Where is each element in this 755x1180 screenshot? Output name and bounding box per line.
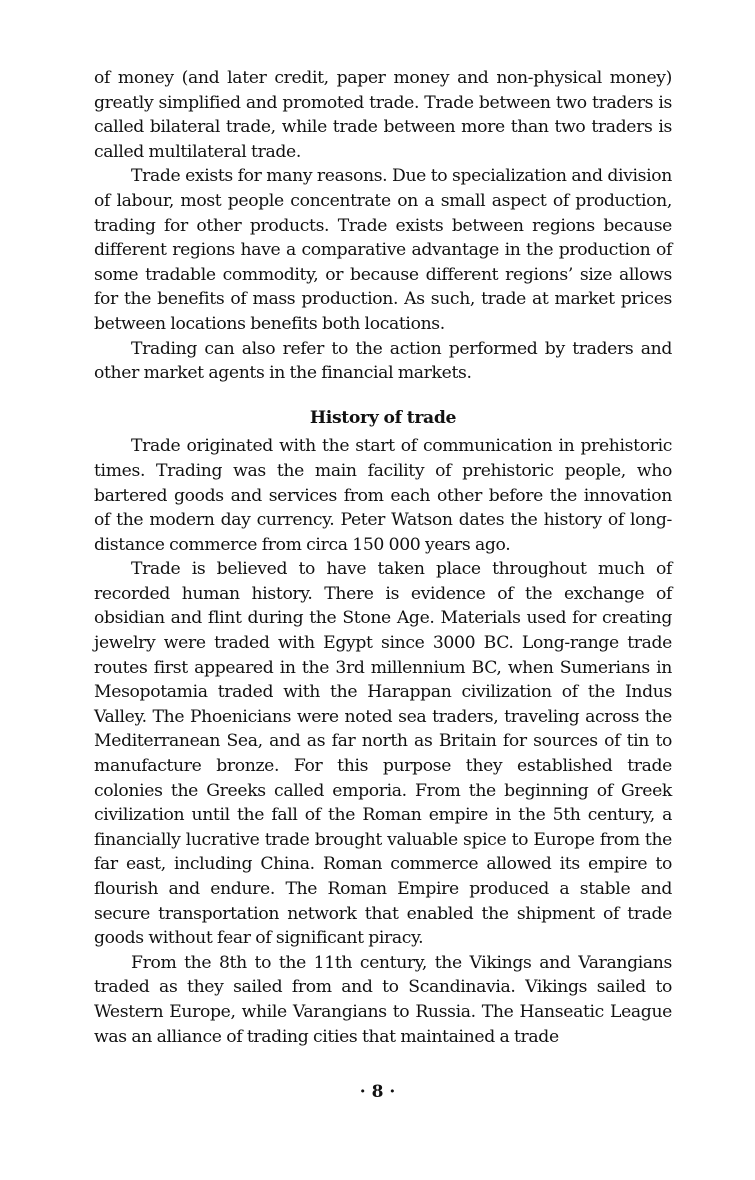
paragraph-reasons-for-trade: Trade exists for many reasons. Due to specialization and division of labour, most people concentrate on a small aspect of production, trading for other products. Trade exists between regions because different regions have a comparative advantage in the production of some tradable commodity, or because different regions’ size allows for the benefits of mass production. As such, trade at market prices between locations benefits both locations. [94,166,672,334]
page-body [94,66,672,1049]
paragraph-recorded-history: Trade is believed to have taken place throughout much of recorded human history. There is evidence of the exchange of obsidian and flint during the Stone Age. Materials used for creating jewelry were traded with Egypt since 3000 BC. Long-range trade routes first appeared in the 3rd millennium BC, when Sumerians in Mesopotamia traded with the Harappan civilization of the Indus Valley. The Phoenicians were noted sea traders, traveling across the Mediterranean Sea, and as far north as Britain for sources of tin to manufacture bronze. For this purpose they established trade colonies the Greeks called emporia. From the beginning of Greek civilization until the fall of the Roman empire in the 5th century, a financially lucrative trade brought valuable spice to Europe from the far east, including China. Roman commerce allowed its empire to flourish and endure. The Roman Empire produced a stable and secure transportation network that enabled the shipment of trade goods without fear of significant piracy. [94,559,672,949]
page-number: · 8 · [359,1082,396,1102]
paragraph-vikings: From the 8th to the 11th century, the Vikings and Varangians traded as they sailed from and to Scandinavia. Vikings sailed to Western Europe, while Varangians to Russia. The Hanseatic League was an alliance of trading cities that maintained a trade [94,952,672,1047]
paragraph-continued: of money (and later credit, paper money and non-physical money) greatly simplified and promoted trade. Trade between two traders is called bilateral trade, while trade between more than two traders is called multilateral trade. [94,68,672,162]
paragraph-prehistoric-trade: Trade originated with the start of communication in prehistoric times. Trading was the main facility of prehistoric people, who bartered goods and services from each other before the innovation of the modern day currency. Peter Watson dates the history of long-distance commerce from circa 150 000 years ago. [94,436,672,555]
section-heading: History of trade [309,407,457,428]
paragraph-financial-markets: Trading can also refer to the action performed by traders and other market agents in the financial markets. [94,338,672,384]
